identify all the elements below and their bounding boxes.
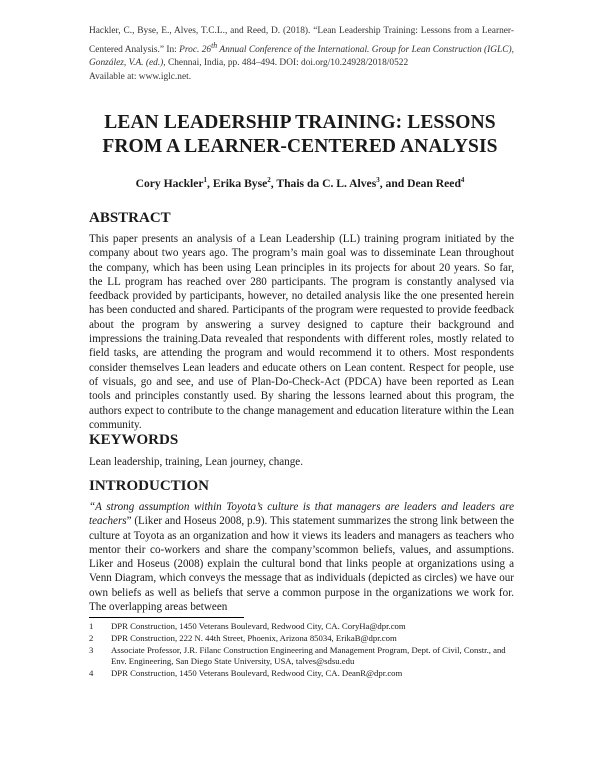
abstract-heading: ABSTRACT bbox=[89, 210, 171, 226]
introduction-heading: INTRODUCTION bbox=[89, 478, 210, 494]
footnote-text: DPR Construction, 222 N. 44th Street, Phoenix, Arizona 85034, ErikaB@dpr.com bbox=[111, 633, 397, 643]
author-sep: , bbox=[270, 176, 277, 190]
introduction-body: ” (Liker and Hoseus 2008, p.9). This statement summarizes the strong link between the culture at Toyota as an organization and how it views its leaders and managers as teachers who mentor their co-workers and share the company’scommon beliefs, values, and assumptions. Liker and Hoseus (2008) explain the cultural bond that links people at organizations using a Venn Diagram, which conveys the message that as individuals (depicted as circles) we have our own beliefs as well as beliefs that serve a common purpose in the organizations we work for. The overlapping areas between bbox=[89, 515, 514, 614]
footnote-number: 2 bbox=[89, 633, 94, 643]
author-affil: 1 bbox=[203, 176, 208, 184]
citation-header bbox=[89, 25, 514, 84]
citation-proc-rest: Annual Conference of the International. Group for Lean Construction (IGLC), González, V.A. (ed.), bbox=[89, 44, 514, 69]
citation-proc: Proc. 26 bbox=[179, 44, 212, 55]
citation-available: Available at: www.iglc.net. bbox=[89, 71, 192, 82]
footnote-text: DPR Construction, 1450 Veterans Boulevard, Redwood City, CA. DeanR@dpr.com bbox=[111, 668, 403, 678]
author-name: Cory Hackler bbox=[135, 176, 204, 190]
author-name: Erika Byse bbox=[212, 176, 268, 190]
author-name: Dean Reed bbox=[407, 176, 461, 190]
footnote-text: DPR Construction, 1450 Veterans Boulevard, Redwood City, CA. CoryHa@dpr.com bbox=[111, 621, 406, 631]
author-sep: , and bbox=[379, 176, 408, 190]
citation-end: Chennai, India, pp. 484–494. DOI: doi.org/10.24928/2018/0522 bbox=[165, 58, 409, 69]
footnote-text: Associate Professor, J.R. Filanc Construction Engineering and Management Program, Dept. of Civil, Constr., and Env. Engineering, San Diego State University, USA, talves@sdsu.edu bbox=[111, 645, 506, 667]
author-list bbox=[60, 176, 540, 190]
keywords-text: Lean leadership, training, Lean journey, change. bbox=[89, 456, 303, 468]
author-sep: , bbox=[207, 176, 213, 190]
footnote-divider bbox=[89, 617, 244, 618]
title-line-1: LEAN LEADERSHIP TRAINING: LESSONS bbox=[104, 112, 496, 133]
abstract-text: This paper presents an analysis of a Lean Leadership (LL) training program initiated by the company about two years ago. The program’s main goal was to disseminate Lean throughout the company, which has been using Lean principles in its projects for about 20 years. So far, the LL program has reached over 280 participants. The program is constantly analysed via feedback provided by participants, however, no detailed analysis like the one presented herein has been conducted and shared. Participants of the program were requested to provide feedback about the program by answering a survey designed to capture their background and impressions the training.Data revealed that respondents with different roles, mostly related to field tasks, are attending the program and would recommend it to others. Most respondents consider themselves Lean leaders and educate others on Lean content. Respect for people, use of visuals, go and see, and use of Plan-Do-Check-Act (PDCA) have been reported as Lean tools and principles constantly used. By sharing the lessons learned about this program, the authors expect to contribute to the change management and education literature within the Lean community. bbox=[89, 233, 514, 431]
keywords-heading: KEYWORDS bbox=[89, 432, 179, 448]
author-affil: 2 bbox=[267, 176, 271, 184]
author-affil: 3 bbox=[376, 176, 380, 184]
paper-title bbox=[60, 111, 540, 159]
introduction-text bbox=[89, 500, 514, 614]
footnote-number: 1 bbox=[89, 621, 94, 631]
introduction-quote: “A strong assumption within Toyota’s culture is that managers are leaders and leaders are teachers bbox=[89, 501, 514, 528]
footnote-number: 4 bbox=[89, 668, 94, 678]
citation-proc-sup: th bbox=[211, 40, 218, 50]
title-line-2: FROM A LEARNER-CENTERED ANALYSIS bbox=[102, 136, 498, 157]
author-affil: 4 bbox=[460, 176, 465, 184]
footnote-number: 3 bbox=[89, 645, 94, 655]
author-name: Thais da C. L. Alves bbox=[276, 176, 377, 190]
citation-text: Hackler, C., Byse, E., Alves, T.C.L., and Reed, D. (2018). “Lean Leadership Training: Lessons from a Learner-Centered Analysis.” In: bbox=[89, 26, 514, 55]
